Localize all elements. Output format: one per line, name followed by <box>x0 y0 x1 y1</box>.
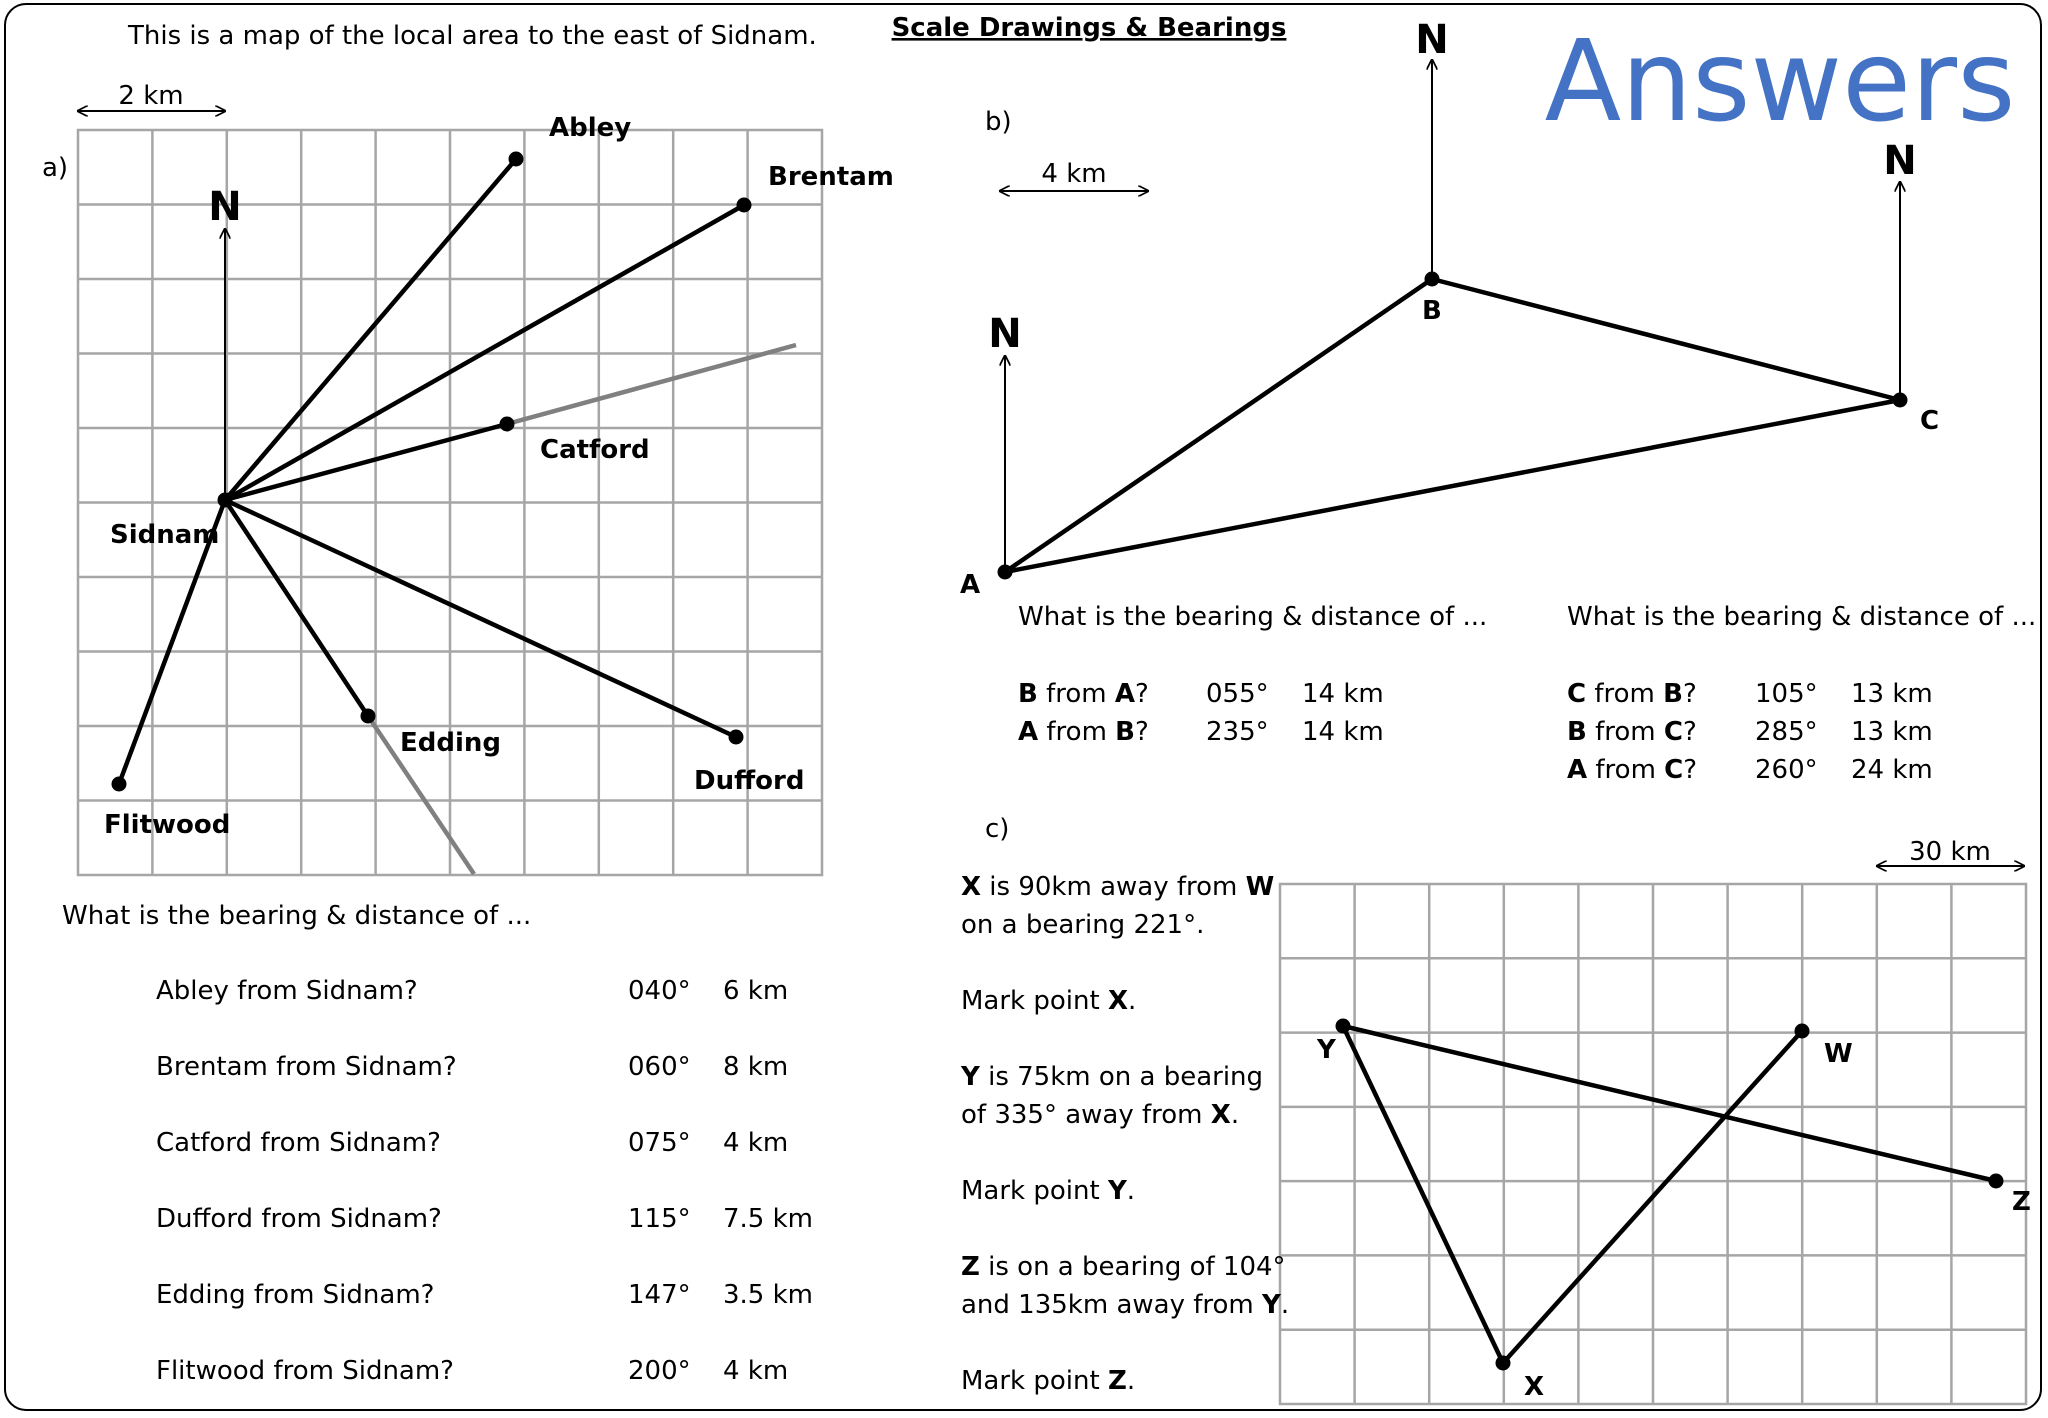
point-sidnam <box>218 493 233 508</box>
part-c-grid <box>1280 884 2026 1404</box>
point-catford <box>500 417 515 432</box>
answer-bearing: 105° <box>1755 679 1818 709</box>
part-a-intro: This is a map of the local area to the east of Sidnam. <box>128 21 817 51</box>
point-abley <box>509 152 524 167</box>
point-z <box>1989 1174 2004 1189</box>
answer-question: Flitwood from Sidnam? <box>156 1356 454 1386</box>
part-c-label: c) <box>985 814 1010 844</box>
answer-bearing: 147° <box>628 1280 691 1310</box>
part-c-instruction-1b: on a bearing 221°. <box>961 910 1205 940</box>
answer-bearing: 235° <box>1206 717 1269 747</box>
part-a-north-label: N <box>208 184 242 230</box>
label-sidnam: Sidnam <box>110 520 220 550</box>
answer-question: Edding from Sidnam? <box>156 1280 435 1310</box>
answer-distance: 14 km <box>1302 679 1384 709</box>
label-a: A <box>960 570 981 600</box>
part-b-question-right: What is the bearing & distance of ... <box>1567 602 2037 632</box>
answer-bearing: 285° <box>1755 717 1818 747</box>
line-a-c <box>1005 400 1900 572</box>
line-y-z <box>1343 1026 1996 1181</box>
answer-question: Catford from Sidnam? <box>156 1128 441 1158</box>
part-a-answers <box>156 976 813 1386</box>
answer-question: Abley from Sidnam? <box>156 976 418 1006</box>
label-dufford: Dufford <box>694 766 805 796</box>
label-edding: Edding <box>400 728 502 758</box>
point-brentam <box>737 198 752 213</box>
answer-bearing: 055° <box>1206 679 1269 709</box>
answer-distance: 4 km <box>723 1128 789 1158</box>
part-c-instruction-1a: X is 90km away from W <box>961 872 1275 902</box>
label-catford: Catford <box>540 435 650 465</box>
point-b <box>1425 272 1440 287</box>
north-label-a: N <box>988 311 1022 357</box>
point-dufford <box>729 730 744 745</box>
line-y-x <box>1343 1026 1503 1363</box>
point-y <box>1336 1019 1351 1034</box>
point-c <box>1893 393 1908 408</box>
label-c: C <box>1920 406 1940 436</box>
worksheet-title: Scale Drawings & Bearings <box>891 13 1287 43</box>
part-b-answers <box>1018 679 1933 785</box>
answer-question: Brentam from Sidnam? <box>156 1052 457 1082</box>
part-c-instruction-5b: and 135km away from Y. <box>961 1290 1290 1320</box>
north-label-b: N <box>1415 17 1449 63</box>
label-abley: Abley <box>549 113 632 143</box>
line-a-b <box>1005 279 1432 572</box>
answer-distance: 7.5 km <box>723 1204 813 1234</box>
part-a-grid <box>78 130 822 875</box>
answer-bearing: 260° <box>1755 755 1818 785</box>
answer-question: C from B? <box>1567 679 1697 709</box>
part-b-question-left: What is the bearing & distance of ... <box>1018 602 1488 632</box>
answers-label: Answers <box>1544 17 2016 147</box>
part-c-instruction-5a: Z is on a bearing of 104° <box>961 1252 1286 1282</box>
part-c-instruction-6: Mark point Z. <box>961 1366 1136 1396</box>
answer-distance: 14 km <box>1302 717 1384 747</box>
part-c-instruction-3b: of 335° away from X. <box>961 1100 1240 1130</box>
point-a <box>998 565 1013 580</box>
part-c-instruction-3a: Y is 75km on a bearing <box>961 1062 1264 1092</box>
answer-question: A from C? <box>1567 755 1698 785</box>
part-a-question: What is the bearing & distance of ... <box>62 901 532 931</box>
catford-extension-line <box>507 345 796 424</box>
part-c-instruction-4: Mark point Y. <box>961 1176 1136 1206</box>
answer-distance: 8 km <box>723 1052 789 1082</box>
part-b-scale-label: 4 km <box>1041 159 1107 189</box>
part-c-scale-label: 30 km <box>1909 837 1991 867</box>
label-flitwood: Flitwood <box>104 810 231 840</box>
point-w <box>1795 1024 1810 1039</box>
line-b-c <box>1432 279 1900 400</box>
answer-bearing: 040° <box>628 976 691 1006</box>
part-a-scale-label: 2 km <box>118 81 184 111</box>
point-flitwood <box>112 777 127 792</box>
answer-distance: 3.5 km <box>723 1280 813 1310</box>
label-b: B <box>1422 296 1442 326</box>
line-sidnam-abley <box>225 159 516 500</box>
answer-bearing: 060° <box>628 1052 691 1082</box>
answer-bearing: 115° <box>628 1204 691 1234</box>
answer-question: B from A? <box>1018 679 1149 709</box>
label-y: Y <box>1317 1035 1336 1065</box>
answer-question: Dufford from Sidnam? <box>156 1204 442 1234</box>
north-label-c: N <box>1883 138 1917 184</box>
answer-distance: 13 km <box>1851 679 1933 709</box>
line-sidnam-catford <box>225 424 507 500</box>
point-x <box>1496 1356 1511 1371</box>
part-b-label: b) <box>985 107 1012 137</box>
answer-distance: 13 km <box>1851 717 1933 747</box>
label-x: X <box>1524 1372 1545 1402</box>
label-w: W <box>1824 1039 1853 1069</box>
part-c-instruction-2: Mark point X. <box>961 986 1137 1016</box>
answer-bearing: 200° <box>628 1356 691 1386</box>
answer-question: B from C? <box>1567 717 1697 747</box>
answer-distance: 4 km <box>723 1356 789 1386</box>
answer-distance: 6 km <box>723 976 789 1006</box>
answer-distance: 24 km <box>1851 755 1933 785</box>
part-a-label: a) <box>42 153 69 183</box>
point-edding <box>361 709 376 724</box>
answer-bearing: 075° <box>628 1128 691 1158</box>
label-z: Z <box>2012 1187 2031 1217</box>
label-brentam: Brentam <box>768 162 894 192</box>
answer-question: A from B? <box>1018 717 1149 747</box>
